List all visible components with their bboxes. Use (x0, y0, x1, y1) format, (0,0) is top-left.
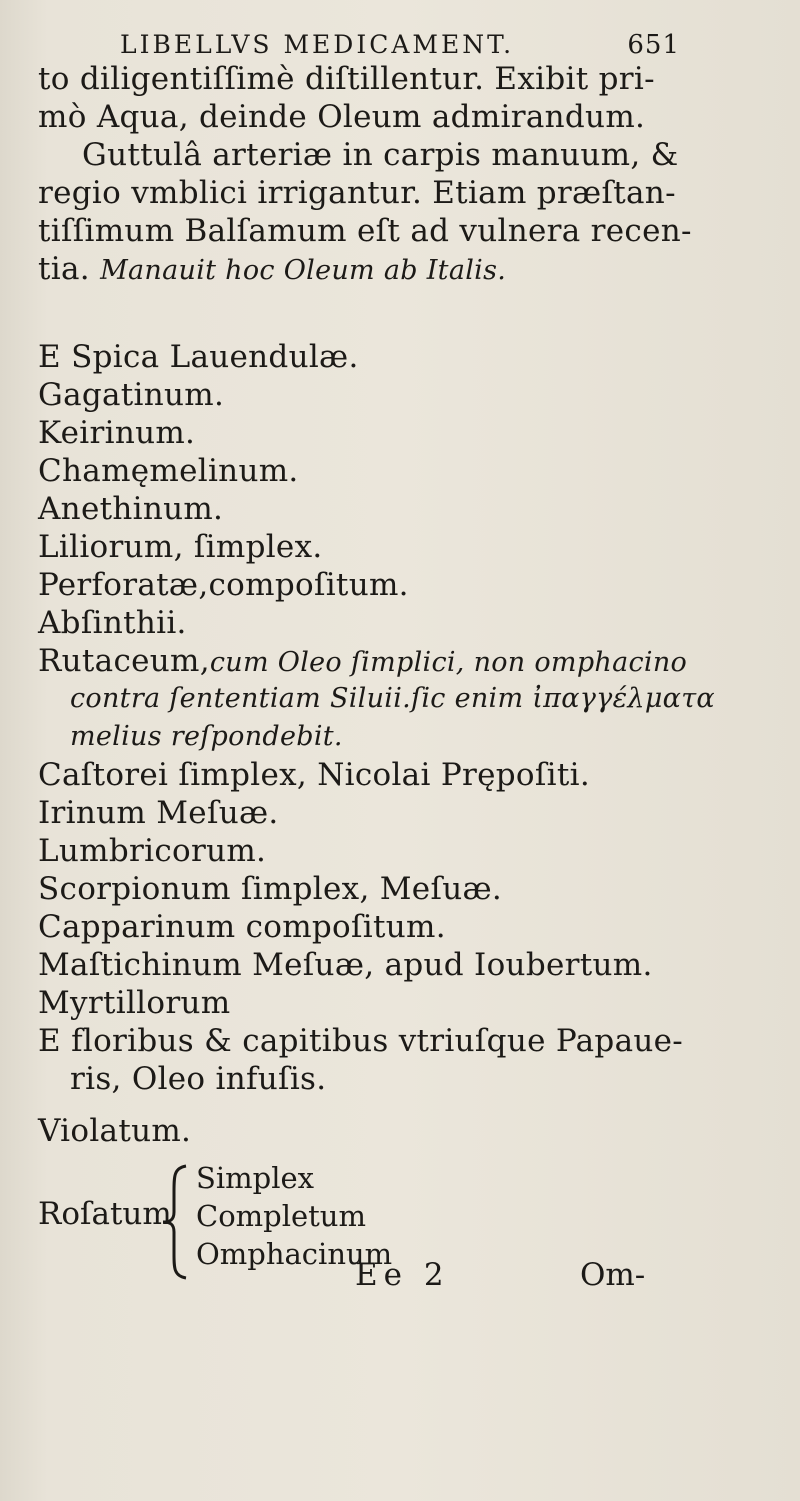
entry-anethinum: Anethinum. (38, 491, 224, 527)
rosatum-item-completum: Completum (196, 1199, 366, 1233)
rosatum-label: Roſatum (38, 1196, 172, 1232)
entry-rutaceum (38, 642, 687, 682)
entry-castorei: Caſtorei ſimplex, Nicolai Prępoſiti. (38, 757, 590, 793)
entry-rutaceum-line-3: melius reſpondebit. (70, 721, 343, 752)
curly-brace-icon (160, 1162, 190, 1282)
signature-mark: Ee 2 (355, 1257, 450, 1293)
entry-capparinum: Capparinum compoſitum. (38, 909, 446, 945)
entry-keirinum: Keirinum. (38, 415, 196, 451)
entry-myrtillorum: Myrtillorum (38, 985, 231, 1021)
intro-line-3: Guttulâ arteriæ in carpis manuum, & (82, 137, 679, 173)
intro-line-6-italic: Manauit hoc Oleum ab Italis. (100, 255, 507, 286)
entry-absinthii: Abſinthii. (38, 605, 187, 641)
intro-line-5: tiſſimum Balſamum eſt ad vulnera recen- (38, 213, 692, 249)
entry-chamaemelinum: Chamęmelinum. (38, 453, 299, 489)
rosatum-item-simplex: Simplex (196, 1161, 314, 1195)
page-number: 651 (627, 30, 680, 60)
entry-irinum: Irinum Meſuæ. (38, 795, 279, 831)
entry-lumbricorum: Lumbricorum. (38, 833, 267, 869)
entry-papaueris-line-1: E floribus & capitibus vtriuſque Papaue- (38, 1023, 684, 1059)
entry-scorpionum: Scorpionum ſimplex, Meſuæ. (38, 871, 503, 907)
running-title: LIBELLVS MEDICAMENT. (120, 30, 515, 59)
intro-line-6-start: tia. (38, 251, 90, 287)
intro-line-6 (38, 250, 506, 290)
entry-rutaceum-italic: cum Oleo ſimplici, non omphacino (209, 647, 688, 678)
entry-rutaceum-line-2: contra ſententiam Siluii.ſic enim ἰπαγγέλματα (70, 683, 715, 714)
entry-spica-lauendulae: E Spica Lauendulæ. (38, 339, 359, 375)
rosatum-item-omphacinum: Omphacinum (196, 1237, 393, 1271)
catchword: Om- (580, 1257, 646, 1293)
entry-gagatinum: Gagatinum. (38, 377, 225, 413)
entry-papaueris-line-2: ris, Oleo infuſis. (70, 1061, 327, 1097)
entry-mastichinum: Maſtichinum Meſuæ, apud Ioubertum. (38, 947, 653, 983)
entry-perforatae: Perforatæ,compoſitum. (38, 567, 409, 603)
intro-line-4: regio vmblici irrigantur. Etiam præſtan- (38, 175, 676, 211)
entry-liliorum: Liliorum, ſimplex. (38, 529, 323, 565)
intro-line-1: to diligentiſſimè diſtillentur. Exibit pri- (38, 61, 655, 97)
entry-rutaceum-roman: Rutaceum, (38, 643, 210, 679)
entry-violatum: Violatum. (38, 1113, 192, 1149)
intro-line-2: mò Aqua, deinde Oleum admirandum. (38, 99, 646, 135)
